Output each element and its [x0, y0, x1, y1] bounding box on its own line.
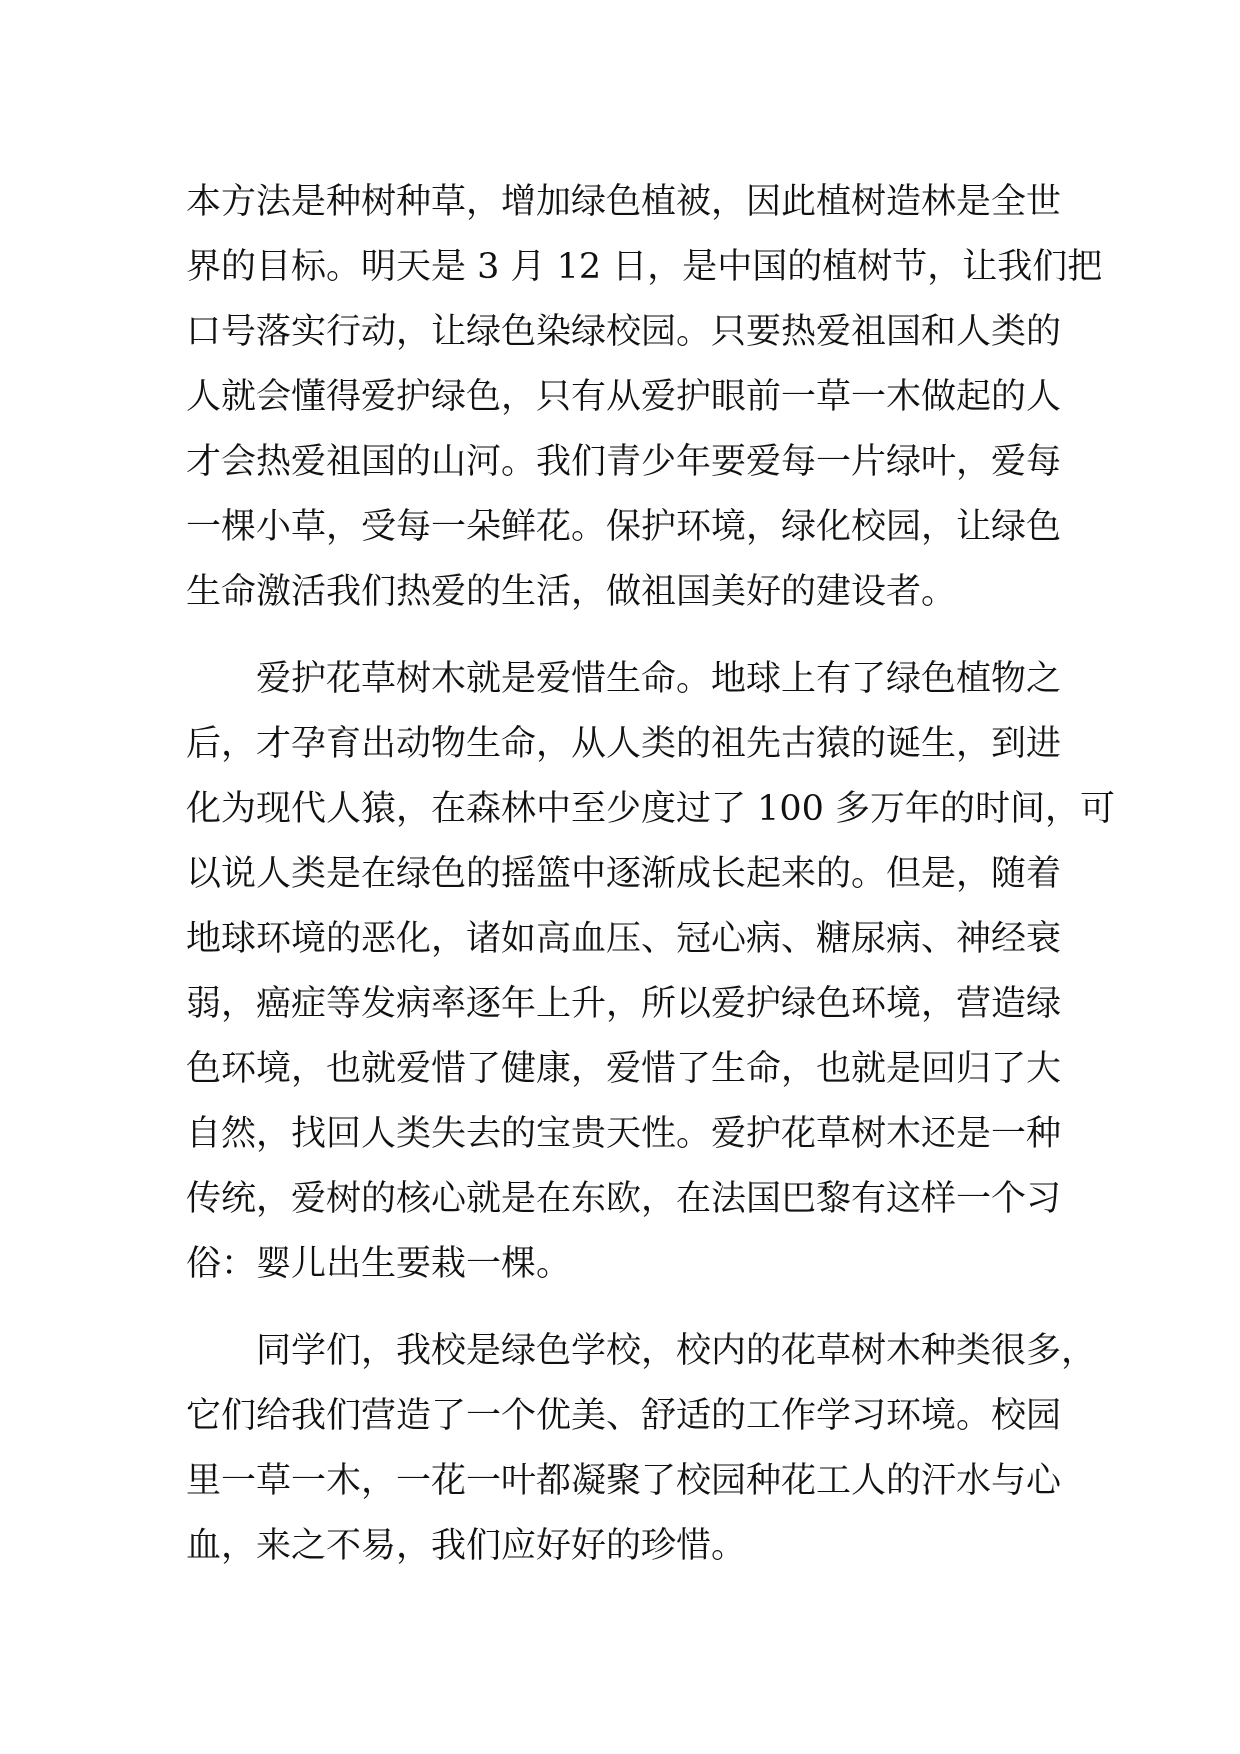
text-line: 界的目标。明天是 3 月 12 日，是中国的植树节，让我们把 [186, 247, 1103, 287]
text-line: 同学们，我校是绿色学校，校内的花草树木种类很多， [256, 1331, 1097, 1371]
text-line: 化为现代人猿，在森林中至少度过了 100 多万年的时间，可 [186, 789, 1116, 829]
text-line: 地球环境的恶化，诸如高血压、冠心病、糖尿病、神经衰 [186, 919, 1062, 959]
text-line: 里一草一木，一花一叶都凝聚了校园种花工人的汗水与心 [186, 1461, 1062, 1501]
document-body [186, 170, 1116, 1579]
text-line: 生命激活我们热爱的生活，做祖国美好的建设者。 [186, 572, 957, 612]
paragraph-2 [186, 647, 1116, 1297]
text-line: 血，来之不易，我们应好好的珍惜。 [186, 1526, 747, 1566]
text-line: 色环境，也就爱惜了健康，爱惜了生命，也就是回归了大 [186, 1049, 1062, 1089]
text-line: 才会热爱祖国的山河。我们青少年要爱每一片绿叶，爱每 [186, 442, 1062, 482]
text-line: 弱，癌症等发病率逐年上升，所以爱护绿色环境，营造绿 [186, 984, 1062, 1024]
text-line: 口号落实行动，让绿色染绿校园。只要热爱祖国和人类的 [186, 312, 1062, 352]
text-line: 自然，找回人类失去的宝贵天性。爱护花草树木还是一种 [186, 1114, 1062, 1154]
paragraph-1 [186, 170, 1103, 625]
text-line: 它们给我们营造了一个优美、舒适的工作学习环境。校园 [186, 1396, 1062, 1436]
paragraph-spacer [186, 625, 1056, 647]
text-line: 以说人类是在绿色的摇篮中逐渐成长起来的。但是，随着 [186, 854, 1062, 894]
text-line: 爱护花草树木就是爱惜生命。地球上有了绿色植物之 [256, 659, 1062, 699]
text-line: 俗：婴儿出生要栽一棵。 [186, 1244, 572, 1284]
text-line: 人就会懂得爱护绿色，只有从爱护眼前一草一木做起的人 [186, 377, 1062, 417]
text-line: 一棵小草，受每一朵鲜花。保护环境，绿化校园，让绿色 [186, 507, 1062, 547]
paragraph-3 [186, 1319, 1097, 1579]
text-line: 本方法是种树种草，增加绿色植被，因此植树造林是全世 [186, 182, 1062, 222]
paragraph-spacer [186, 1297, 1056, 1319]
text-line: 后，才孕育出动物生命，从人类的祖先古猿的诞生，到进 [186, 724, 1062, 764]
text-line: 传统，爱树的核心就是在东欧，在法国巴黎有这样一个习 [186, 1179, 1062, 1219]
